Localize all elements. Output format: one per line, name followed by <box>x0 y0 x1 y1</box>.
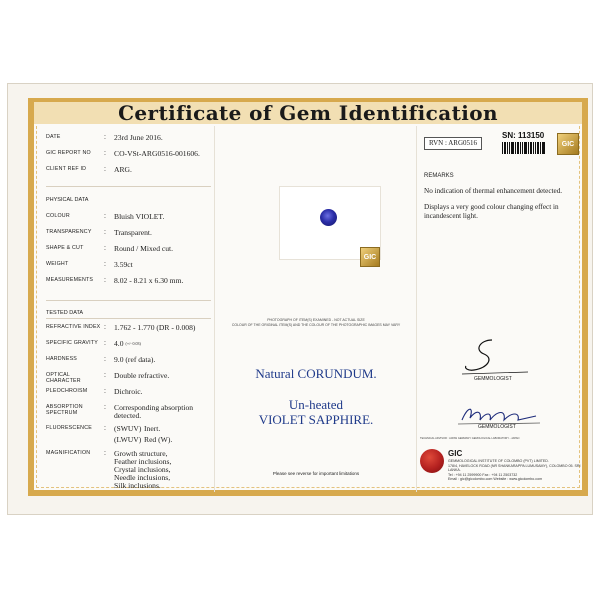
weight-label: WEIGHT <box>46 261 69 267</box>
magnification-row: MAGNIFICATION : Growth structure, Feather inclusions, Crystal inclusions, Needle inclusions, Silk inclusions. <box>46 449 172 490</box>
optical-character-value: Double refractive. <box>114 371 170 380</box>
physical-data-heading: PHYSICAL DATA <box>46 197 89 203</box>
client-ref-row: CLIENT REF ID : ARG. <box>46 165 132 174</box>
barcode <box>502 142 546 154</box>
footer-company: GEMMOLOGICAL INSTITUTE OF COLOMBO (PVT) LIMITED. <box>448 459 549 463</box>
footer-gic: GIC <box>448 449 463 458</box>
transparency-value: Transparent. <box>114 228 152 237</box>
fluorescence-lwuv-key: (LWUV) <box>114 435 142 444</box>
serial-number: SN: 113150 <box>502 131 545 140</box>
client-ref-label: CLIENT REF ID <box>46 166 87 172</box>
magnification-item: Growth structure, <box>114 449 168 458</box>
pleochroism-label: PLEOCHROISM <box>46 388 88 394</box>
fluorescence-row: FLUORESCENCE : (SWUV) Inert. (LWUV) Red (W). <box>46 424 173 444</box>
gem-photo <box>320 209 337 226</box>
shape-value: Round / Mixed cut. <box>114 244 174 253</box>
hardness-label: HARDNESS <box>46 356 78 362</box>
absorption-label: ABSORPTION SPECTRUM <box>46 404 83 416</box>
measurements-row: MEASUREMENTS : 8.02 - 8.21 x 6.30 mm. <box>46 276 184 285</box>
transparency-label: TRANSPARENCY <box>46 229 92 235</box>
reverse-note: Please see reverse for important limitations <box>272 471 360 476</box>
hardness-value: 9.0 (ref data). <box>114 355 156 364</box>
divider <box>46 186 211 187</box>
remark-1: No indication of thermal enhancement detected. <box>424 187 563 195</box>
shape-label: SHAPE & CUT <box>46 245 84 251</box>
result-variety: VIOLET SAPPHIRE. <box>258 412 374 427</box>
rvn-box: RVN : ARG0516 <box>424 137 482 150</box>
photo-caption <box>220 318 412 328</box>
specific-gravity-tolerance: (+/- 0.03) <box>125 341 141 346</box>
client-ref-value: ARG. <box>114 165 132 174</box>
absorption-value-1: Corresponding absorption <box>114 403 194 412</box>
magnification-label: MAGNIFICATION <box>46 450 91 456</box>
colour-value: Bluish VIOLET. <box>114 212 165 221</box>
gic-logo-badge: GIC <box>557 133 579 155</box>
magnification-item: Feather inclusions, <box>114 457 172 466</box>
date-label: DATE <box>46 134 61 140</box>
measurements-label: MEASUREMENTS <box>46 277 94 283</box>
tested-data-heading: TESTED DATA <box>46 310 84 316</box>
fluorescence-swuv-key: (SWUV) <box>114 424 142 433</box>
footer-address: 178/4, HAVELOCK ROAD (NR SHANKARAPPA LUMUSAMY), COLOMBO 05. SRI LANKA. <box>448 463 581 473</box>
refractive-index-row: REFRACTIVE INDEX : 1.762 - 1.770 (DR - 0.008) <box>46 323 196 332</box>
date-row: DATE : 23rd June 2016. <box>46 133 163 142</box>
magnification-item: Silk inclusions. <box>114 481 161 490</box>
optical-character-row: OPTICAL CHARACTER : Double refractive. <box>46 371 170 384</box>
signature-1 <box>458 336 538 380</box>
pleochroism-value: Dichroic. <box>114 387 143 396</box>
specific-gravity-value: 4.0 <box>114 339 124 348</box>
colour-row: COLOUR : Bluish VIOLET. <box>46 212 165 221</box>
pleochroism-row: PLEOCHROISM : Dichroic. <box>46 387 143 396</box>
report-no-row: GIC REPORT NO : CO-VSt-ARG0516-001606. <box>46 149 200 158</box>
fluorescence-label: FLUORESCENCE <box>46 425 92 431</box>
technical-advisor: TECHNICAL ADVISOR : JAPAN GERMANY GEMOLOGICAL LABORATORY - JAPAN <box>420 437 520 440</box>
specific-gravity-label: SPECIFIC GRAVITY <box>46 340 98 346</box>
photo-caption-line-1: PHOTOGRAPH OF ITEM(S) EXAMINED - NOT ACTUAL SIZE <box>267 318 365 322</box>
photo-caption-line-2: COLOUR OF THE ORIGINAL ITEM(S) AND THE COLOUR OF THE PHOTOGRAPHIC IMAGES MAY VARY <box>231 323 401 327</box>
date-value: 23rd June 2016. <box>114 133 163 142</box>
result-treatment: Un-heated <box>288 397 344 412</box>
certificate-title: Certificate of Gem Identification <box>34 102 582 124</box>
wax-seal-icon <box>420 449 444 473</box>
remarks-heading: REMARKS <box>424 173 454 179</box>
refractive-index-value: 1.762 - 1.770 (DR - 0.008) <box>114 323 196 332</box>
colour-label: COLOUR <box>46 213 70 219</box>
footer-email: Email : gic@gicolombo.com Website : www.gicolombo.com <box>448 477 543 482</box>
shape-row: SHAPE & CUT : Round / Mixed cut. <box>46 244 174 253</box>
footer-phone: Tel : +94 11 2599900 Fax : +94 11 2503732 <box>448 472 518 477</box>
absorption-row: ABSORPTION SPECTRUM : Corresponding absorption detected. <box>46 403 194 420</box>
optical-character-label: OPTICAL CHARACTER <box>46 372 81 384</box>
fluorescence-swuv-value: Inert. <box>144 424 161 433</box>
hardness-row: HARDNESS : 9.0 (ref data). <box>46 355 156 364</box>
magnification-item: Needle inclusions, <box>114 473 171 482</box>
absorption-value-2: detected. <box>114 411 142 420</box>
report-no-value: CO-VSt-ARG0516-001606. <box>114 149 200 158</box>
footer-contact <box>448 459 584 482</box>
result-identification: Natural CORUNDUM. <box>255 366 377 381</box>
magnification-item: Crystal inclusions, <box>114 465 171 474</box>
fluorescence-lwuv-value: Red (W). <box>144 435 173 444</box>
divider <box>46 318 211 319</box>
divider <box>46 300 211 301</box>
remark-2: Displays a very good colour changing effect in incandescent light. <box>424 203 559 220</box>
magnification-list <box>114 450 171 490</box>
weight-row: WEIGHT : 3.59ct <box>46 260 133 269</box>
measurements-value: 8.02 - 8.21 x 6.30 mm. <box>114 276 184 285</box>
transparency-row: TRANSPARENCY : Transparent. <box>46 228 152 237</box>
signature-2-title: GEMMOLOGIST <box>478 424 516 430</box>
fold-line-right <box>416 126 417 492</box>
fold-line-left <box>214 126 215 492</box>
gic-logo-badge: GIC <box>360 247 380 267</box>
report-no-label: GIC REPORT NO <box>46 150 91 156</box>
weight-value: 3.59ct <box>114 260 133 269</box>
signature-1-title: GEMMOLOGIST <box>474 376 512 382</box>
refractive-index-label: REFRACTIVE INDEX <box>46 324 101 330</box>
specific-gravity-row: SPECIFIC GRAVITY : 4.0 (+/- 0.03) <box>46 339 141 348</box>
